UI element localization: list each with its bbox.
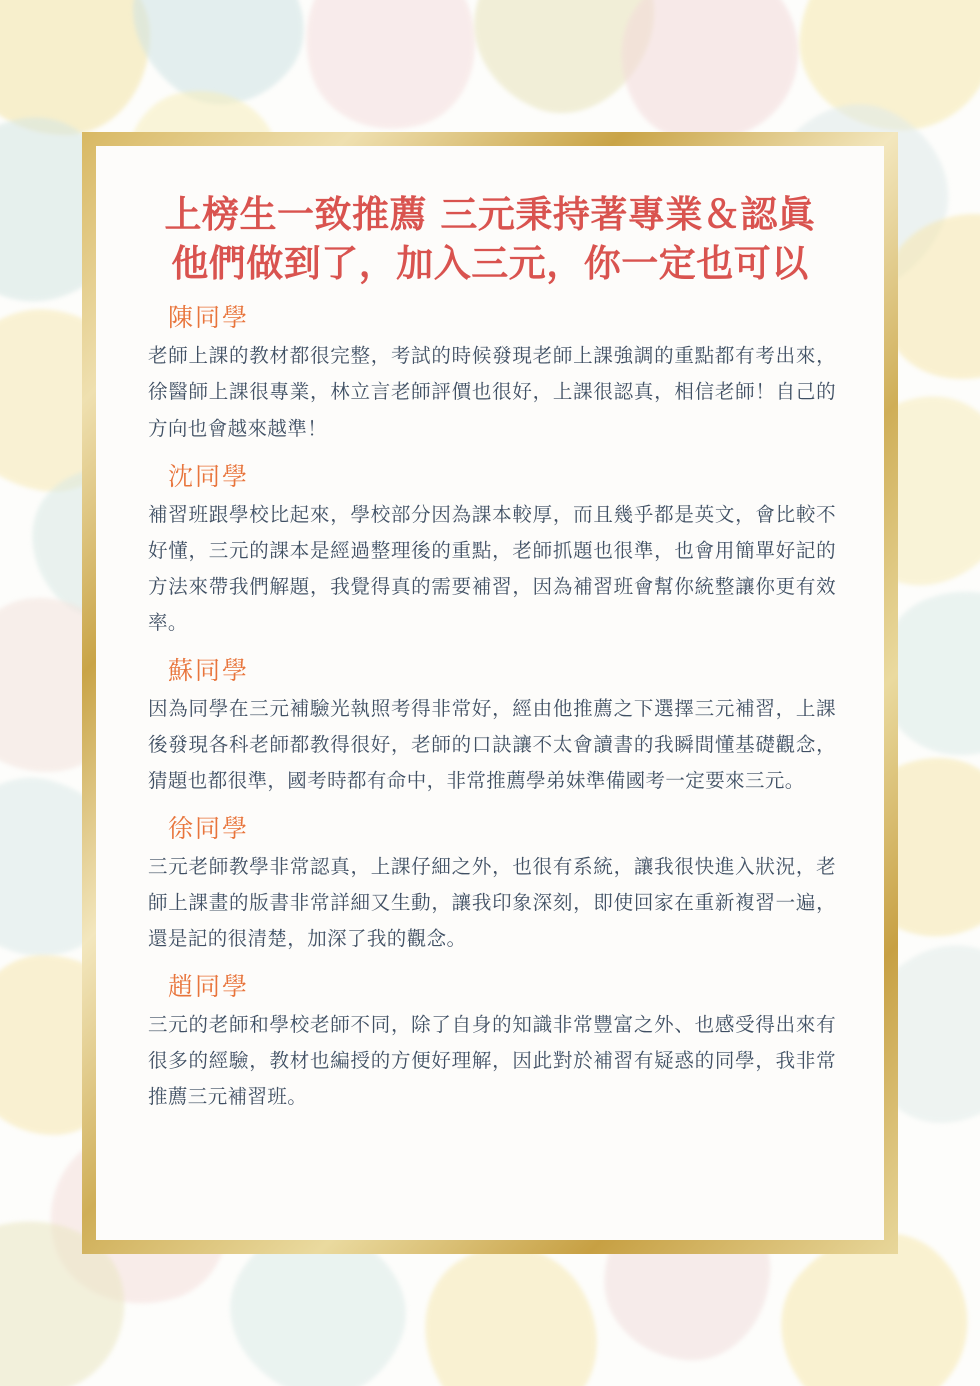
testimonial-text: 因為同學在三元補驗光執照考得非常好，經由他推薦之下選擇三元補習，上課後發現各科老師都教得很好，老師的口訣讓不太會讀書的我瞬間懂基礎觀念，猜題也都很準，國考時都有命中，非常推薦學弟妹準備國考一定要來三元。 — [148, 696, 836, 792]
list-item — [142, 457, 838, 641]
page-content — [96, 146, 884, 1240]
gold-frame — [82, 132, 898, 1254]
testimonial-author: 徐同學 — [168, 814, 250, 844]
page-title — [142, 190, 838, 288]
testimonial-author: 蘇同學 — [168, 655, 250, 685]
testimonial-author: 沈同學 — [168, 461, 250, 491]
testimonial-text: 補習班跟學校比起來，學校部分因為課本較厚，而且幾乎都是英文，會比較不好懂，三元的課本是經過整理後的重點，老師抓題也很準，也會用簡單好記的方法來帶我們解題，我覺得真的需要補習，因為補習班會幫你統整讓你更有效率。 — [148, 502, 836, 634]
testimonial-text: 老師上課的教材都很完整，考試的時候發現老師上課強調的重點都有考出來，徐醫師上課很專業，林立言老師評價也很好，上課很認真，相信老師！自己的方向也會越來越準！ — [148, 344, 836, 440]
testimonial-author: 陳同學 — [168, 303, 250, 333]
list-item — [142, 651, 838, 799]
page-title-line1: 上榜生一致推薦 三元秉持著專業＆認眞 — [164, 192, 816, 236]
testimonial-text: 三元的老師和學校老師不同，除了自身的知識非常豐富之外、也感受得出來有很多的經驗，教材也編授的方便好理解，因此對於補習有疑惑的同學，我非常推薦三元補習班。 — [148, 1013, 836, 1109]
testimonial-text: 三元老師教學非常認真，上課仔細之外，也很有系統，讓我很快進入狀況，老師上課畫的版書非常詳細又生動，讓我印象深刻，即使回家在重新複習一遍，還是記的很清楚，加深了我的觀念。 — [148, 855, 836, 951]
watercolor-blob — [0, 0, 150, 135]
watercolor-blob — [283, 0, 496, 150]
list-item — [142, 298, 838, 446]
list-item — [142, 967, 838, 1115]
testimonial-author: 趙同學 — [168, 972, 250, 1002]
page-title-line2: 他們做到了，加入三元，你一定也可以 — [171, 241, 809, 286]
list-item — [142, 809, 838, 957]
